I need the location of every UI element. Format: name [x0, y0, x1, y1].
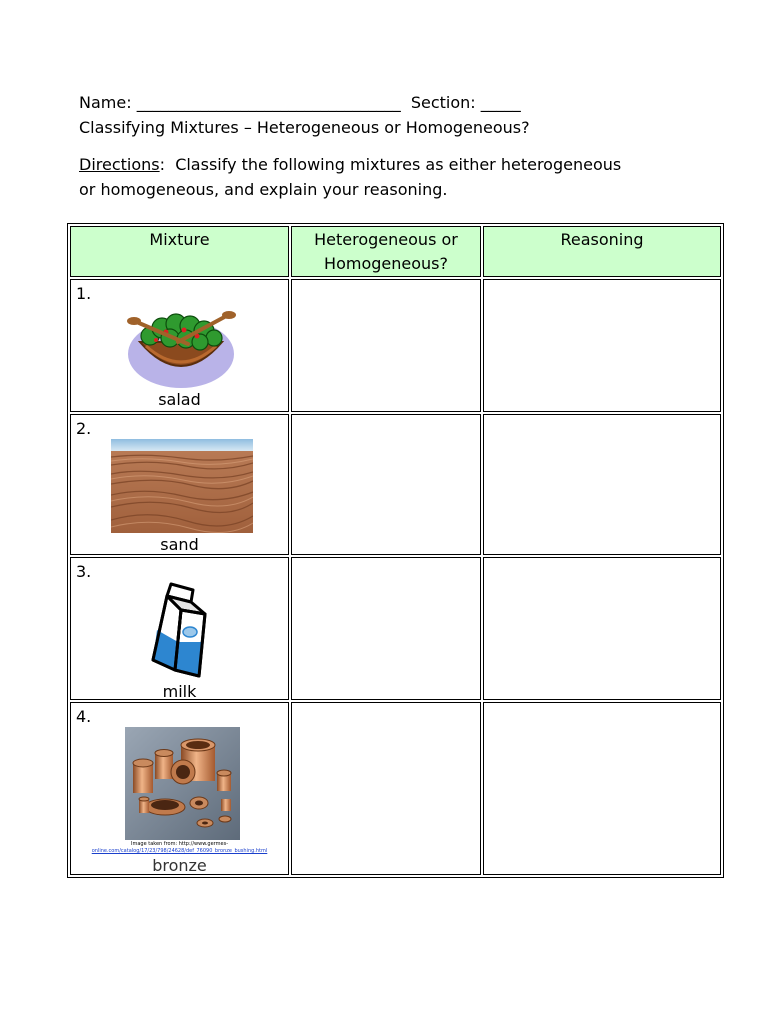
header-reasoning: Reasoning	[483, 226, 721, 277]
sand-dunes-image	[111, 439, 253, 533]
salad-image	[126, 306, 236, 390]
directions-label: Directions	[79, 155, 160, 174]
table-row	[70, 557, 721, 700]
section-label: Section:	[410, 93, 476, 112]
mixture-cell-milk	[70, 557, 289, 700]
image-credit-link[interactable]: online.com/catalog/17/23/798/24628/def_76090_bronze_bushing.html	[91, 848, 268, 854]
row-number: 1.	[76, 284, 92, 303]
classification-answer-cell[interactable]	[291, 557, 481, 700]
mixture-cell-salad	[70, 279, 289, 412]
directions-line-2: or homogeneous, and explain your reasoning.	[79, 180, 448, 199]
mixtures-table	[67, 223, 724, 878]
header-mixture: Mixture	[70, 226, 289, 277]
reasoning-answer-cell[interactable]	[483, 414, 721, 555]
image-credit	[71, 841, 288, 855]
classification-answer-cell[interactable]	[291, 279, 481, 412]
directions-text-1: : Classify the following mixtures as either heterogeneous	[159, 155, 622, 174]
row-number: 4.	[76, 707, 92, 726]
table-row	[70, 279, 721, 412]
mixture-cell-sand	[70, 414, 289, 555]
worksheet-title: Classifying Mixtures – Heterogeneous or Homogeneous?	[79, 118, 530, 137]
classification-answer-cell[interactable]	[291, 414, 481, 555]
header-classification: Heterogeneous or Homogeneous?	[291, 226, 481, 277]
mixture-label: salad	[158, 390, 201, 409]
mixture-label: sand	[160, 535, 199, 554]
name-label: Name:	[79, 93, 132, 112]
milk-carton-image	[147, 580, 217, 680]
mixture-cell-bronze	[70, 702, 289, 875]
reasoning-answer-cell[interactable]	[483, 279, 721, 412]
directions-line-1	[79, 154, 621, 176]
table-header-row	[70, 226, 721, 277]
table-row	[70, 702, 721, 875]
row-number: 2.	[76, 419, 92, 438]
bronze-bushings-image	[125, 727, 240, 840]
reasoning-answer-cell[interactable]	[483, 702, 721, 875]
table-row	[70, 414, 721, 555]
image-credit-text: Image taken from: http://www.germes-	[130, 841, 229, 847]
section-blank[interactable]: _____	[480, 93, 521, 112]
name-section-line	[79, 92, 521, 114]
mixture-label: bronze	[152, 856, 207, 875]
classification-answer-cell[interactable]	[291, 702, 481, 875]
mixture-label: milk	[162, 682, 197, 701]
name-blank[interactable]: _________________________________	[136, 93, 401, 112]
reasoning-answer-cell[interactable]	[483, 557, 721, 700]
row-number: 3.	[76, 562, 92, 581]
